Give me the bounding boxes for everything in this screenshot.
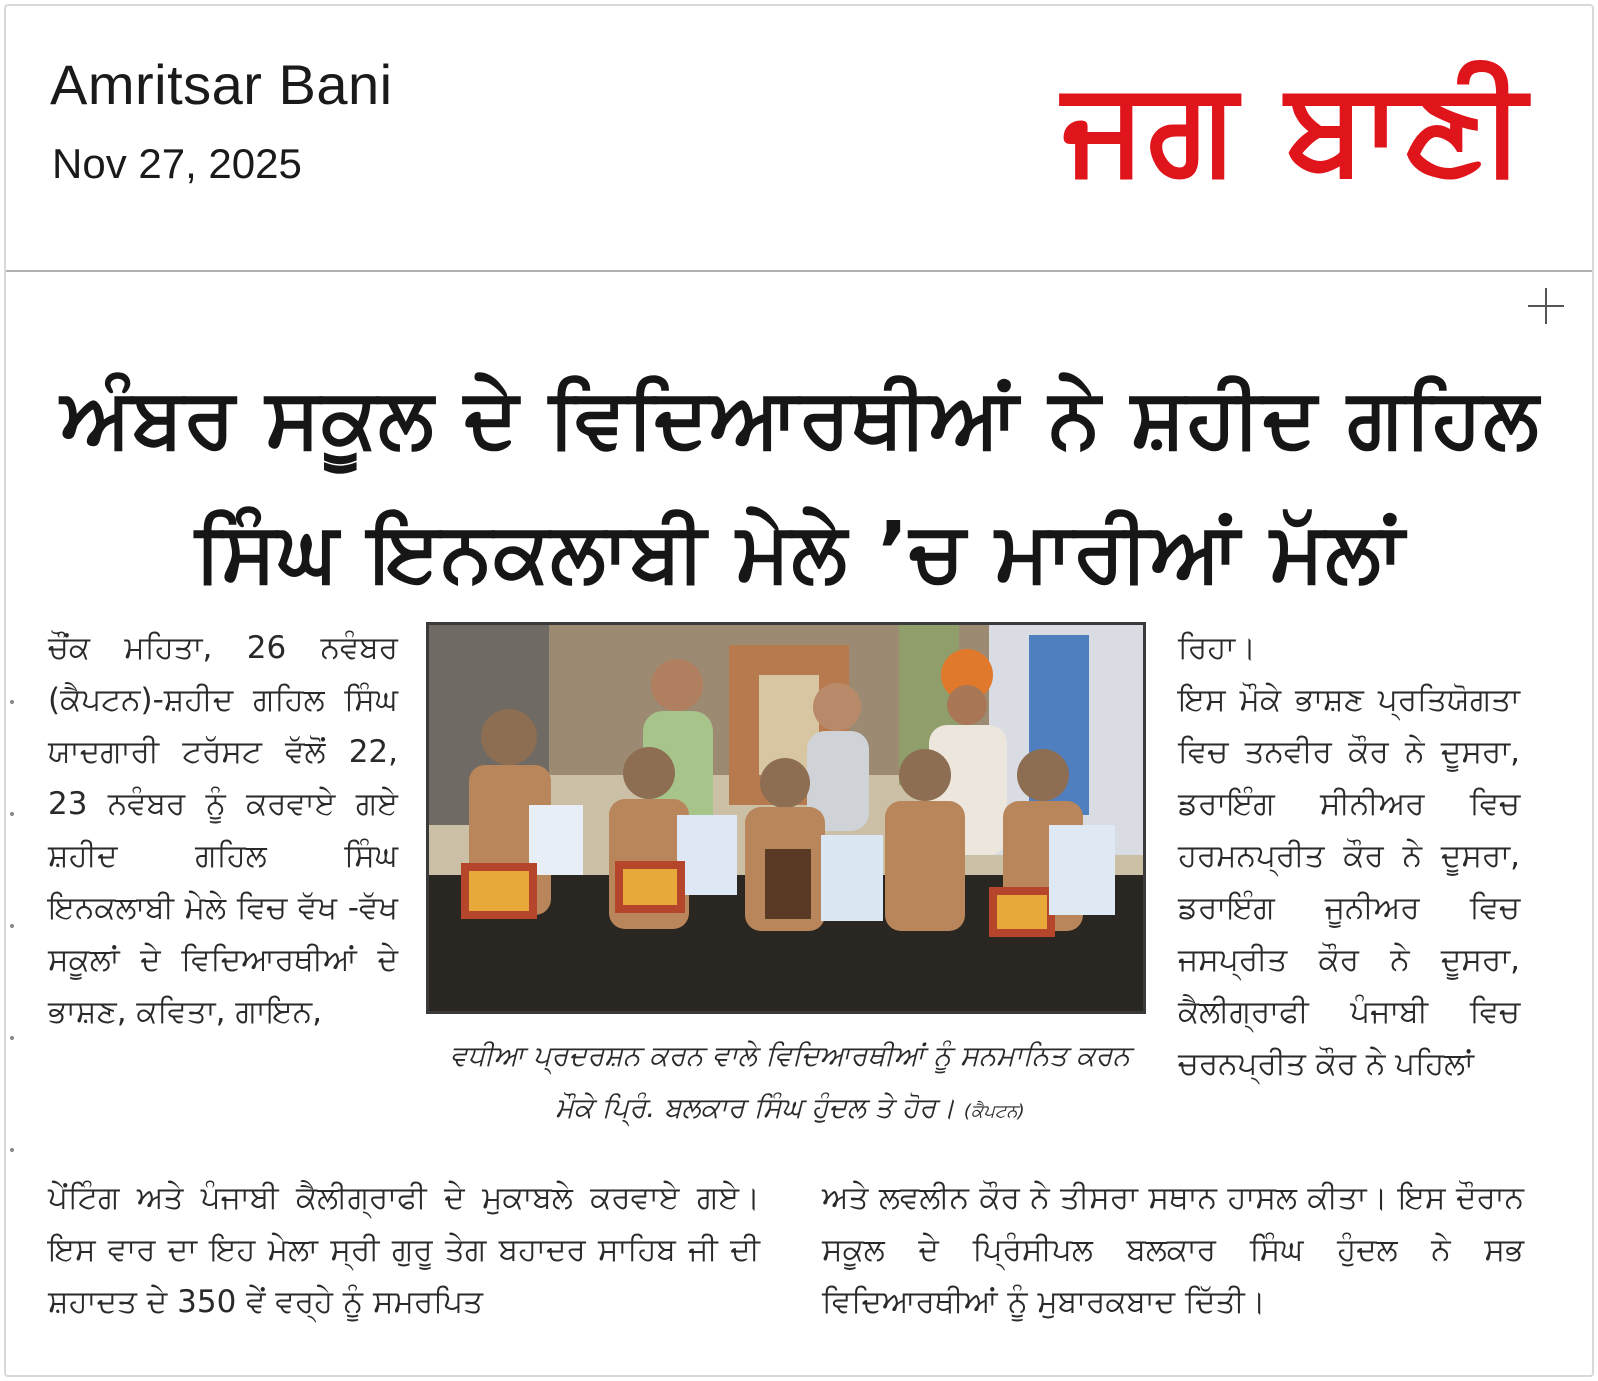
article-body-right-1: ਰਿਹਾ।: [1178, 630, 1256, 666]
margin-dot: [10, 1036, 14, 1040]
article-body-bottom-right: ਅਤੇ ਲਵਲੀਨ ਕੌਰ ਨੇ ਤੀਸਰਾ ਸਥਾਨ ਹਾਸਲ ਕੀਤਾ। ਇਸ ਦੌਰਾਨ ਸਕੂਲ ਦੇ ਪ੍ਰਿੰਸੀਪਲ ਬਲਕਾਰ ਸਿੰਘ ਹੁੰਦਲ ਨੇ ਸਭ ਵਿਦਿਆਰਥੀਆਂ ਨੂੰ ਮੁਬਾਰਕਬਾਦ ਦਿੱਤੀ।: [822, 1180, 1524, 1320]
article-column-bottom-left: [48, 1172, 760, 1328]
headline-line-1: ਅੰਬਰ ਸਕੂਲ ਦੇ ਵਿਦਿਆਰਥੀਆਂ ਨੇ ਸ਼ਹੀਦ ਗਹਿਲ: [60, 371, 1540, 466]
students-photo-illustration: [429, 625, 1143, 1011]
article-column-right: [1178, 622, 1520, 1090]
margin-dot: [10, 700, 14, 704]
clipping-header: [0, 0, 1598, 272]
article-photo: [426, 622, 1146, 1014]
margin-dot: [10, 1148, 14, 1152]
header-divider: [6, 270, 1592, 272]
crop-mark-icon: [1528, 288, 1564, 324]
article-body-bottom-left: ਪੇਂਟਿੰਗ ਅਤੇ ਪੰਜਾਬੀ ਕੈਲੀਗ੍ਰਾਫੀ ਦੇ ਮੁਕਾਬਲੇ ਕਰਵਾਏ ਗਏ। ਇਸ ਵਾਰ ਦਾ ਇਹ ਮੇਲਾ ਸ੍ਰੀ ਗੁਰੂ ਤੇਗ ਬਹਾਦਰ ਸਾਹਿਬ ਜੀ ਦੀ ਸ਼ਹਾਦਤ ਦੇ 350 ਵੇਂ ਵਰ੍ਹੇ ਨੂੰ ਸਮਰਪਿਤ: [48, 1180, 760, 1320]
publication-name: Amritsar Bani: [50, 53, 393, 116]
photo-caption-text: ਵਧੀਆ ਪ੍ਰਦਰਸ਼ਨ ਕਰਨ ਵਾਲੇ ਵਿਦਿਆਰਥੀਆਂ ਨੂੰ ਸਨਮਾਨਿਤ ਕਰਨ ਮੌਕੇ ਪ੍ਰਿੰ. ਬਲਕਾਰ ਸਿੰਘ ਹੁੰਦਲ ਤੇ ਹੋਰ।: [449, 1039, 1131, 1124]
article-body-left: ਚੌਂਕ ਮਹਿਤਾ, 26 ਨਵੰਬਰ (ਕੈਪਟਨ)-ਸ਼ਹੀਦ ਗਹਿਲ ਸਿੰਘ ਯਾਦਗਾਰੀ ਟਰੱਸਟ ਵੱਲੋਂ 22, 23 ਨਵੰਬਰ ਨੂੰ ਕਰਵਾਏ ਗਏ ਸ਼ਹੀਦ ਗਹਿਲ ਸਿੰਘ ਇਨਕਲਾਬੀ ਮੇਲੇ ਵਿਚ ਵੱਖ -ਵੱਖ ਸਕੂਲਾਂ ਦੇ ਵਿਦਿਆਰਥੀਆਂ ਦੇ ਭਾਸ਼ਣ, ਕਵਿਤਾ, ਗਾਇਨ,: [48, 630, 398, 1030]
publication-date: Nov 27, 2025: [52, 140, 302, 187]
article-headline: [60, 352, 1540, 620]
article-body-right-2: ਇਸ ਮੌਕੇ ਭਾਸ਼ਣ ਪ੍ਰਤਿਯੋਗਤਾ ਵਿਚ ਤਨਵੀਰ ਕੌਰ ਨੇ ਦੂਸਰਾ, ਡਰਾਇੰਗ ਸੀਨੀਅਰ ਵਿਚ ਹਰਮਨਪ੍ਰੀਤ ਕੌਰ ਨੇ ਦੂਸਰਾ, ਡਰਾਇੰਗ ਜੂਨੀਅਰ ਵਿਚ ਜਸਪ੍ਰੀਤ ਕੌਰ ਨੇ ਦੂਸਰਾ, ਕੈਲੀਗ੍ਰਾਫੀ ਪੰਜਾਬੀ ਵਿਚ ਚਰਨਪ੍ਰੀਤ ਕੌਰ ਨੇ ਪਹਿਲਾਂ: [1178, 682, 1520, 1082]
newspaper-masthead: ਜਗ ਬਾਣੀ: [1062, 53, 1528, 202]
photo-caption: [430, 1030, 1150, 1138]
margin-dot: [10, 924, 14, 928]
article-column-bottom-right: [822, 1172, 1524, 1328]
article-column-left: [48, 622, 398, 1038]
photo-credit: (ਕੈਪਟਨ): [963, 1101, 1025, 1122]
margin-dot: [10, 812, 14, 816]
headline-line-2: ਸਿੰਘ ਇਨਕਲਾਬੀ ਮੇਲੇ ’ਚ ਮਾਰੀਆਂ ਮੱਲਾਂ: [195, 505, 1405, 600]
